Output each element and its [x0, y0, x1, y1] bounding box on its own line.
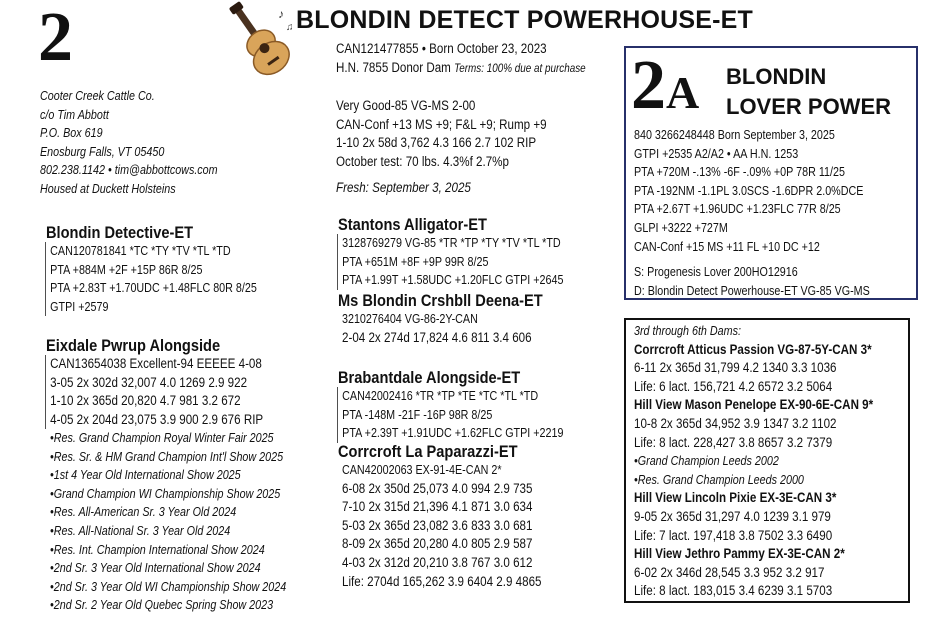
fresh-date: Fresh: September 3, 2025: [336, 180, 471, 195]
dam-of-sire-block: [45, 355, 263, 429]
sire-line: GTPI +2579: [50, 299, 109, 314]
dam-6-name: Hill View Jethro Pammy EX-3E-CAN 2*: [634, 546, 845, 562]
dam-record: 6-11 2x 365d 31,799 4.2 1340 3.3 1036: [634, 360, 837, 376]
lot-2a-line: 840 3266248448 Born September 3, 2025: [634, 128, 835, 142]
consignor-line: 802.238.1142 • tim@abbottcows.com: [40, 163, 218, 178]
honor-item: •Grand Champion Leeds 2002: [634, 454, 779, 469]
dam-of-sire-line: 1-10 2x 365d 20,820 4.7 981 3.2 672: [50, 393, 241, 409]
dam-record: 10-8 2x 365d 34,952 3.9 1347 3.2 1102: [634, 415, 837, 431]
mgd-name: Ms Blondin Crshbll Deena-ET: [338, 291, 543, 310]
consignor-line: P.O. Box 619: [40, 126, 103, 141]
consignor-line: c/o Tim Abbott: [40, 107, 109, 122]
lot-2a-line: PTA +720M -.13% -6F -.09% +0P 78R 11/25: [634, 165, 845, 180]
mggs-name: Brabantdale Alongside-ET: [338, 368, 521, 387]
dam-record: 9-05 2x 365d 31,297 4.0 1239 3.1 979: [634, 508, 831, 524]
honor-item: •Res. Int. Champion International Show 2024: [50, 542, 265, 557]
mgd-block: [342, 310, 532, 347]
mggs-line: PTA +2.39T +1.91UDC +1.62FLC GTPI +2219: [342, 426, 564, 441]
honor-item: •Grand Champion WI Championship Show 2025: [50, 486, 281, 501]
dam-record: 6-02 2x 346d 28,545 3.3 952 3.2 917: [634, 564, 825, 580]
main-stats: [336, 97, 547, 171]
registration-line: CAN121477855 • Born October 23, 2023: [336, 41, 547, 56]
dam-4-name: Hill View Mason Penelope EX-90-6E-CAN 9*: [634, 397, 874, 413]
stat-line: CAN-Conf +13 MS +9; F&L +9; Rump +9: [336, 116, 547, 132]
mggd-line: Life: 2704d 165,262 3.9 6404 2.9 4865: [342, 573, 542, 589]
mgd-line: 3210276404 VG-86-2Y-CAN: [342, 312, 478, 326]
mggd-line: 7-10 2x 315d 21,396 4.1 871 3.0 634: [342, 499, 533, 515]
lot-2a-number: 2A: [631, 47, 700, 124]
stat-line: Very Good-85 VG-MS 2-00: [336, 98, 476, 113]
mgs-name: Stantons Alligator-ET: [338, 215, 487, 234]
main-info: [336, 40, 586, 78]
dam-5-name: Hill View Lincoln Pixie EX-3E-CAN 3*: [634, 490, 837, 506]
lot-2a-box: [624, 46, 918, 300]
mggd-line: 6-08 2x 350d 25,073 4.0 994 2.9 735: [342, 480, 533, 496]
lot-number: 2: [38, 0, 73, 76]
sire-line: CAN120781841 *TC *TY *TV *TL *TD: [50, 244, 231, 258]
mggs-line: CAN42002416 *TR *TP *TE *TC *TL *TD: [342, 389, 539, 403]
hn-line: H.N. 7855 Donor Dam: [336, 59, 451, 75]
mggd-line: 4-03 2x 312d 20,210 3.8 767 3.0 612: [342, 554, 533, 570]
terms-text: Terms: 100% due at purchase: [454, 62, 586, 75]
honor-item: •Res. All-National Sr. 3 Year Old 2024: [50, 523, 231, 538]
consignor-line: Cooter Creek Cattle Co.: [40, 89, 155, 103]
mgs-line: 3128769279 VG-85 *TR *TP *TY *TV *TL *TD: [342, 236, 561, 250]
dam-record: Life: 7 lact. 197,418 3.8 7502 3.3 6490: [634, 527, 833, 543]
sire-name: Blondin Detective-ET: [46, 223, 194, 242]
dam-of-sire-honors: [50, 429, 286, 615]
dams-heading: 3rd through 6th Dams:: [634, 324, 741, 338]
lot-2a-dam: D: Blondin Detect Powerhouse-ET VG-85 VG-MS: [634, 283, 870, 298]
dam-of-sire-line: 3-05 2x 302d 32,007 4.0 1269 2.9 922: [50, 374, 248, 390]
mgs-block: [337, 234, 563, 290]
lot-2a-details: [634, 126, 870, 300]
dam-of-sire-line: CAN13654038 Excellent-94 EEEEE 4-08: [50, 356, 262, 371]
honor-item: •Res. Sr. & HM Grand Champion Int'l Show 2025: [50, 449, 284, 464]
lot-2a-line: GTPI +2535 A2/A2 • AA H.N. 1253: [634, 146, 799, 161]
dam-of-sire-name: Eixdale Pwrup Alongside: [46, 336, 221, 355]
mggs-line: PTA -148M -21F -16P 98R 8/25: [342, 407, 493, 422]
mggd-line: CAN42002063 EX-91-4E-CAN 2*: [342, 463, 502, 477]
honor-item: •2nd Sr. 2 Year Old Quebec Spring Show 2023: [50, 598, 274, 613]
dams-box: [624, 318, 910, 603]
honor-item: •2nd Sr. 3 Year Old WI Championship Show 2024: [50, 579, 287, 594]
lot-2a-sire: S: Progenesis Lover 200HO12916: [634, 265, 798, 280]
dam-of-sire-line: 4-05 2x 204d 23,075 3.9 900 2.9 676 RIP: [50, 411, 264, 427]
lot-2a-line: PTA -192NM -1.1PL 3.0SCS -1.6DPR 2.0%DCE: [634, 183, 864, 198]
guitar-icon: [220, 0, 296, 76]
dam-record: Life: 8 lact. 183,015 3.4 6239 3.1 5703: [634, 583, 833, 599]
lot-2a-line: PTA +2.67T +1.96UDC +1.23FLC 77R 8/25: [634, 202, 841, 217]
lot-2a-line: CAN-Conf +15 MS +11 FL +10 DC +12: [634, 239, 820, 254]
mgs-line: PTA +651M +8F +9P 99R 8/25: [342, 254, 489, 269]
stat-line: October test: 70 lbs. 4.3%f 2.7%p: [336, 153, 509, 169]
dam-record: Life: 6 lact. 156,721 4.2 6572 3.2 5064: [634, 378, 833, 394]
sire-block: [45, 242, 257, 316]
consignor-info: [40, 87, 218, 199]
svg-text:♫: ♫: [286, 22, 294, 33]
honor-item: •1st 4 Year Old International Show 2025: [50, 468, 241, 483]
svg-text:♪: ♪: [278, 7, 284, 21]
honor-item: •Res. Grand Champion Royal Winter Fair 2025: [50, 431, 274, 445]
mgs-line: PTA +1.99T +1.58UDC +1.20FLC GTPI +2645: [342, 273, 564, 288]
honor-item: •Res. Grand Champion Leeds 2000: [634, 472, 804, 487]
mggd-name: Corrcroft La Paparazzi-ET: [338, 442, 518, 461]
sire-line: PTA +2.83T +1.70UDC +1.48FLC 80R 8/25: [50, 281, 257, 296]
consignor-line: Enosburg Falls, VT 05450: [40, 144, 165, 159]
mggd-block: [342, 461, 541, 591]
honor-item: •Res. All-American Sr. 3 Year Old 2024: [50, 505, 237, 520]
lot-2a-name: BLONDIN LOVER POWER: [726, 64, 892, 119]
sire-line: PTA +884M +2F +15P 86R 8/25: [50, 262, 203, 277]
stat-line: 1-10 2x 58d 3,762 4.3 166 2.7 102 RIP: [336, 135, 537, 151]
honor-item: •2nd Sr. 3 Year Old International Show 2024: [50, 561, 261, 576]
page-title: BLONDIN DETECT POWERHOUSE-ET: [296, 6, 753, 34]
dams-content: [634, 322, 873, 601]
mggd-line: 5-03 2x 365d 23,082 3.6 833 3.0 681: [342, 517, 533, 533]
dam-3-name: Corrcroft Atticus Passion VG-87-5Y-CAN 3*: [634, 341, 872, 357]
consignor-line: Housed at Duckett Holsteins: [40, 181, 176, 196]
mggs-block: [337, 387, 563, 443]
mgd-line: 2-04 2x 274d 17,824 4.6 811 3.4 606: [342, 329, 532, 345]
mggd-line: 8-09 2x 365d 20,280 4.0 805 2.9 587: [342, 536, 533, 552]
lot-2a-line: GLPI +3222 +727M: [634, 220, 728, 235]
dam-record: Life: 8 lact. 228,427 3.8 8657 3.2 7379: [634, 434, 833, 450]
